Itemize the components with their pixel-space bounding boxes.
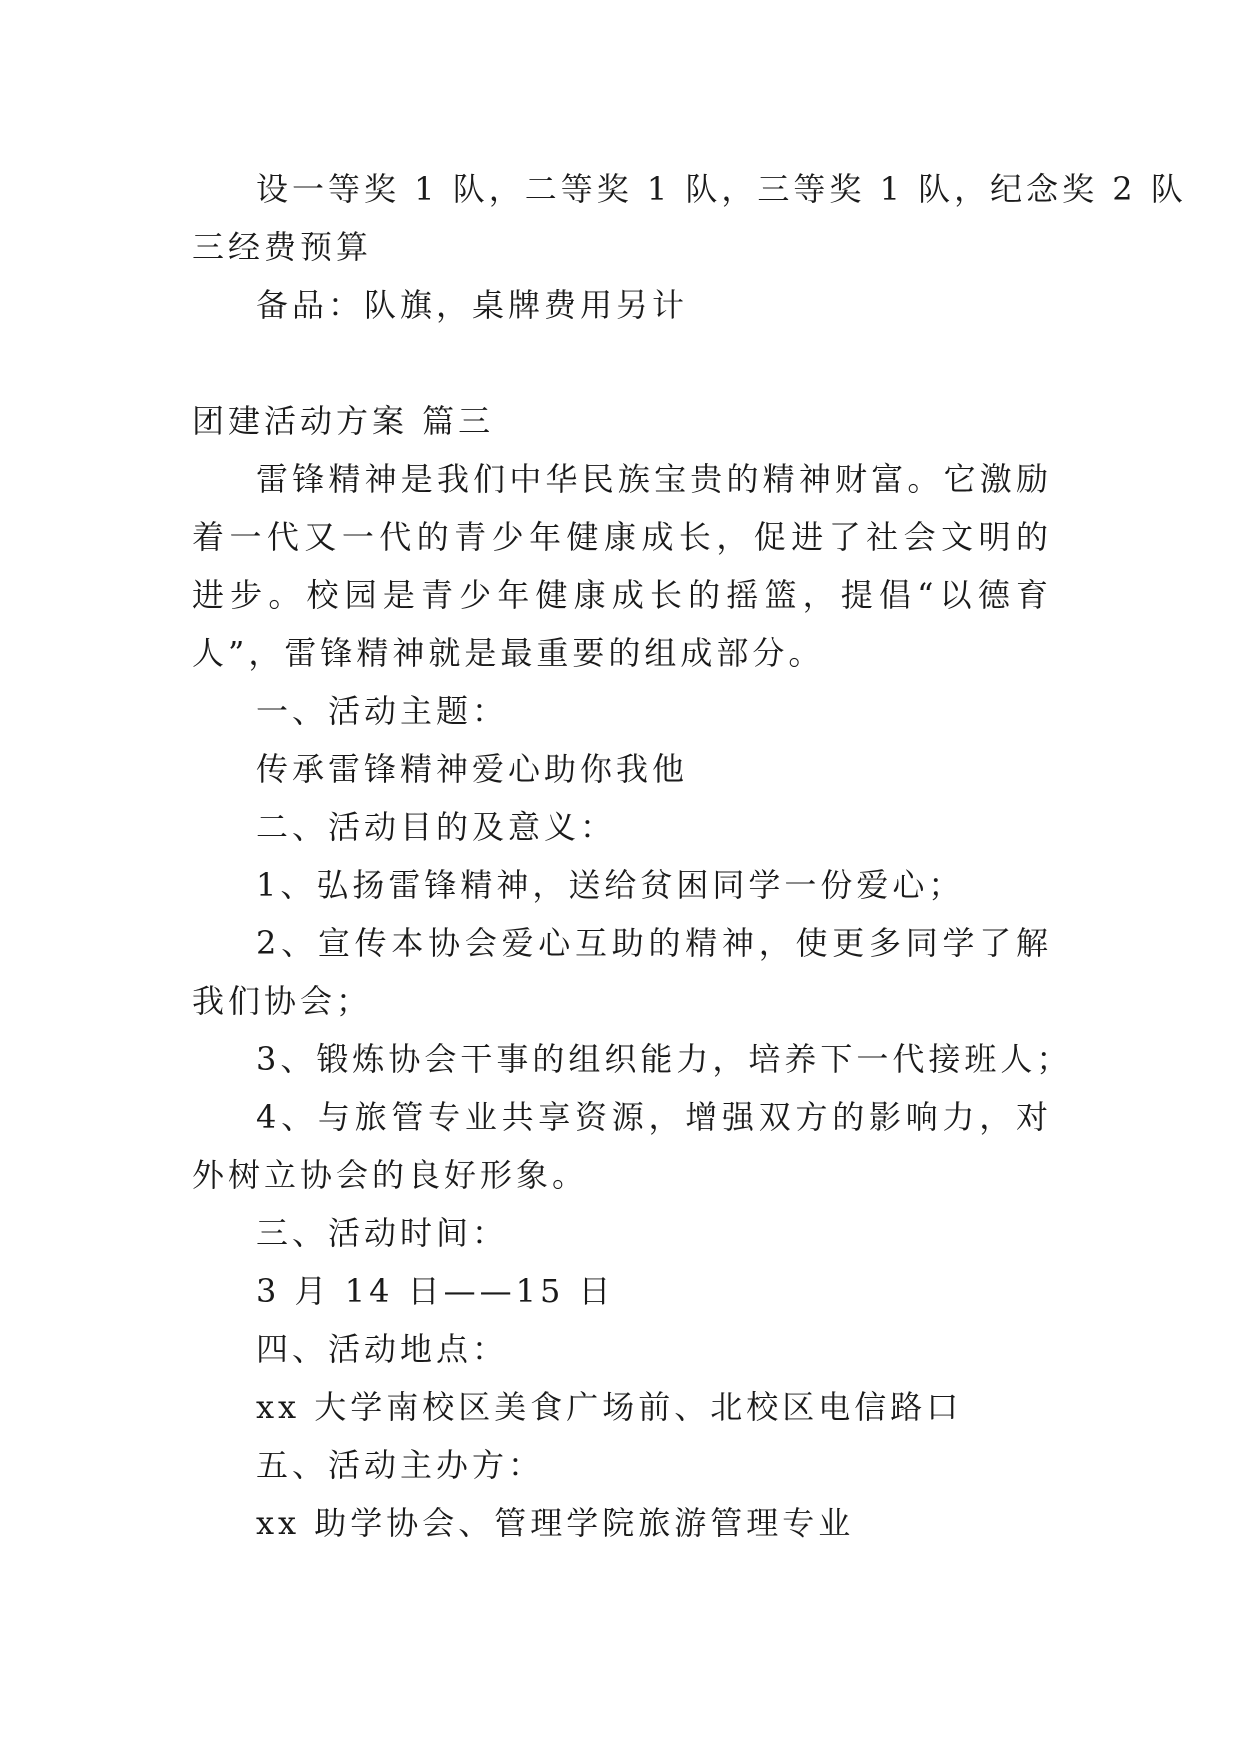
- purpose-item-2: 2、宣传本协会爱心互助的精神，使更多同学了解我们协会；: [192, 924, 1052, 1020]
- budget-heading: 三经费预算: [192, 228, 373, 266]
- purpose-item-3: 3、锻炼协会干事的组织能力，培养下一代接班人；: [256, 1040, 1073, 1078]
- intro-paragraph: 雷锋精神是我们中华民族宝贵的精神财富。它激励着一代又一代的青少年健康成长，促进了社会文明的进步。校园是青少年健康成长的摇篮，提倡“以德育人”，雷锋精神就是最重要的组成部分。: [192, 460, 1052, 672]
- organizer-text: xx 助学协会、管理学院旅游管理专业: [256, 1504, 855, 1542]
- section-title: 团建活动方案 篇三: [192, 402, 495, 440]
- purpose-heading: 二、活动目的及意义：: [256, 808, 617, 846]
- theme-text: 传承雷锋精神爱心助你我他: [256, 750, 689, 788]
- purpose-item-1: 1、弘扬雷锋精神，送给贫困同学一份爱心；: [256, 866, 965, 904]
- supplies-line: 备品：队旗，桌牌费用另计: [256, 286, 689, 324]
- time-heading: 三、活动时间：: [256, 1214, 509, 1252]
- location-text: xx 大学南校区美食广场前、北校区电信路口: [256, 1388, 963, 1426]
- purpose-item-4: 4、与旅管专业共享资源，增强双方的影响力，对外树立协会的良好形象。: [192, 1098, 1052, 1194]
- time-text: 3 月 14 日——15 日: [256, 1272, 615, 1310]
- theme-heading: 一、活动主题：: [256, 692, 509, 730]
- document-page: [192, 160, 1187, 1552]
- awards-line: 设一等奖 1 队，二等奖 1 队，三等奖 1 队，纪念奖 2 队: [256, 170, 1187, 208]
- organizer-heading: 五、活动主办方：: [256, 1446, 545, 1484]
- location-heading: 四、活动地点：: [256, 1330, 509, 1368]
